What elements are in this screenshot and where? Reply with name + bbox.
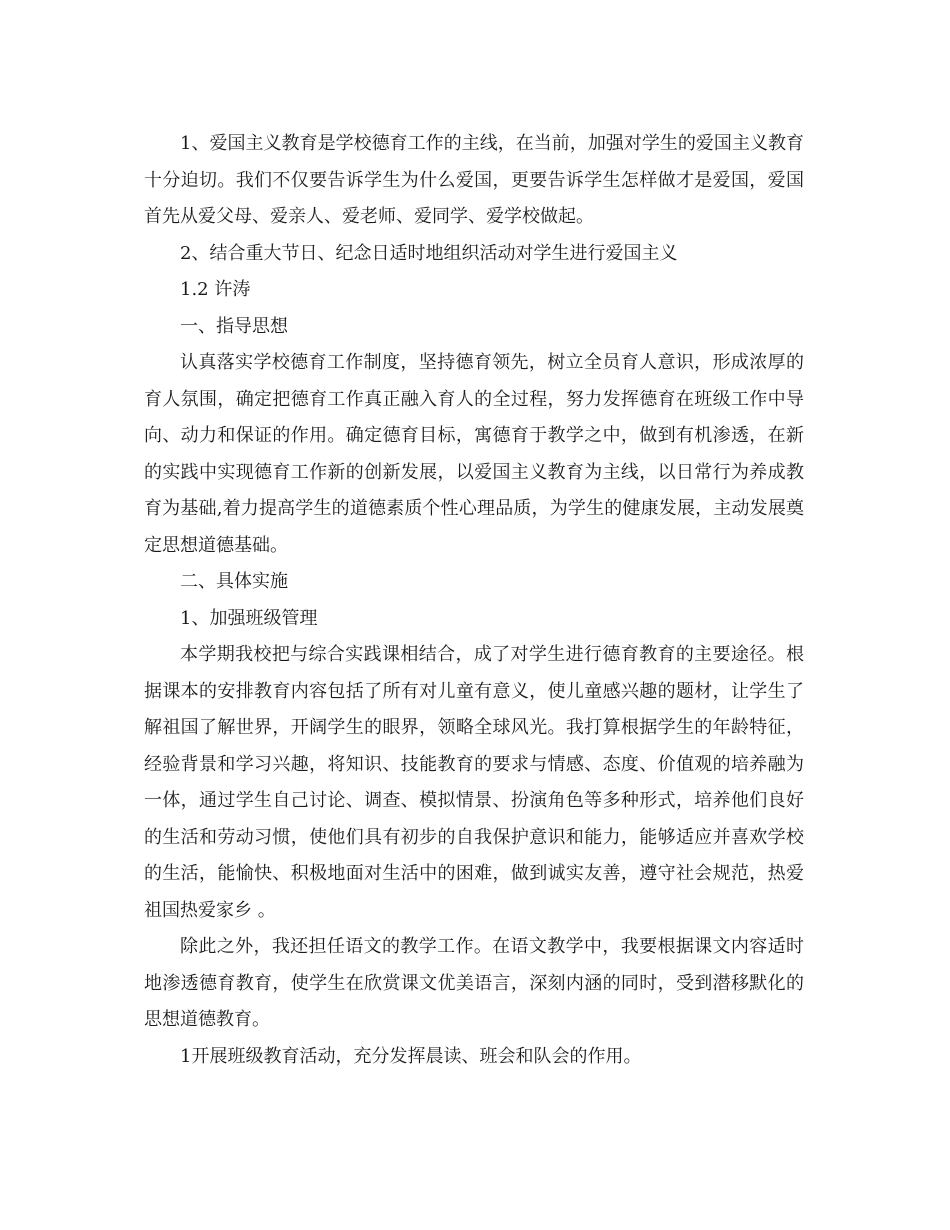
paragraph-festival-activities: 2、结合重大节日、纪念日适时地组织活动对学生进行爱国主义 [180, 242, 678, 264]
document-body [144, 126, 804, 1075]
subheading-class-management: 1、加强班级管理 [180, 607, 318, 629]
paragraph-class-management: 本学期我校把与综合实践课相结合，成了对学生进行德育教育的主要途径。根据课本的安排教育内容包括了所有对儿童有意义，使儿童感兴趣的题材，让学生了解祖国了解世界，开阔学生的眼界，领略全球风光。我打算根据学生的年龄特征，经验背景和学习兴趣，将知识、技能教育的要求与情感、态度、价值观的培养融为一体，通过学生自己讨论、调查、模拟情景、扮演角色等多种形式，培养他们良好的生活和劳动习惯，使他们具有初步的自我保护意识和能力，能够适应并喜欢学校的生活，能愉快、积极地面对生活中的困难，做到诚实友善，遵守社会规范，热爱祖国热爱家乡 。 [144, 644, 804, 921]
paragraph-guiding-ideology: 认真落实学校德育工作制度，坚持德育领先，树立全员育人意识，形成浓厚的育人氛围，确定把德育工作真正融入育人的全过程，努力发挥德育在班级工作中导向、动力和保证的作用。确定德育目标，寓德育于教学之中，做到有机渗透，在新的实践中实现德育工作新的创新发展，以爱国主义教育为主线，以日常行为养成教育为基础,着力提高学生的道德素质个性心理品质，为学生的健康发展，主动发展奠定思想道德基础。 [144, 352, 804, 556]
paragraph-class-activities: 1开展班级教育活动，充分发挥晨读、班会和队会的作用。 [180, 1045, 642, 1067]
section-heading-xu-tao: 1.2 许涛 [180, 279, 251, 300]
paragraph-chinese-teaching: 除此之外，我还担任语文的教学工作。在语文教学中，我要根据课文内容适时地渗透德育教育，使学生在欣赏课文优美语言，深刻内涵的同时，受到潜移默化的思想道德教育。 [144, 936, 804, 1030]
section-heading-guiding-ideology: 一、指导思想 [180, 315, 288, 337]
section-heading-implementation: 二、具体实施 [180, 571, 288, 592]
paragraph-patriotic-education: 1、爱国主义教育是学校德育工作的主线，在当前，加强对学生的爱国主义教育十分迫切。我们不仅要告诉学生为什么爱国，更要告诉学生怎样做才是爱国，爱国首先从爱父母、爱亲人、爱老师、爱同学、爱学校做起。 [144, 133, 804, 227]
